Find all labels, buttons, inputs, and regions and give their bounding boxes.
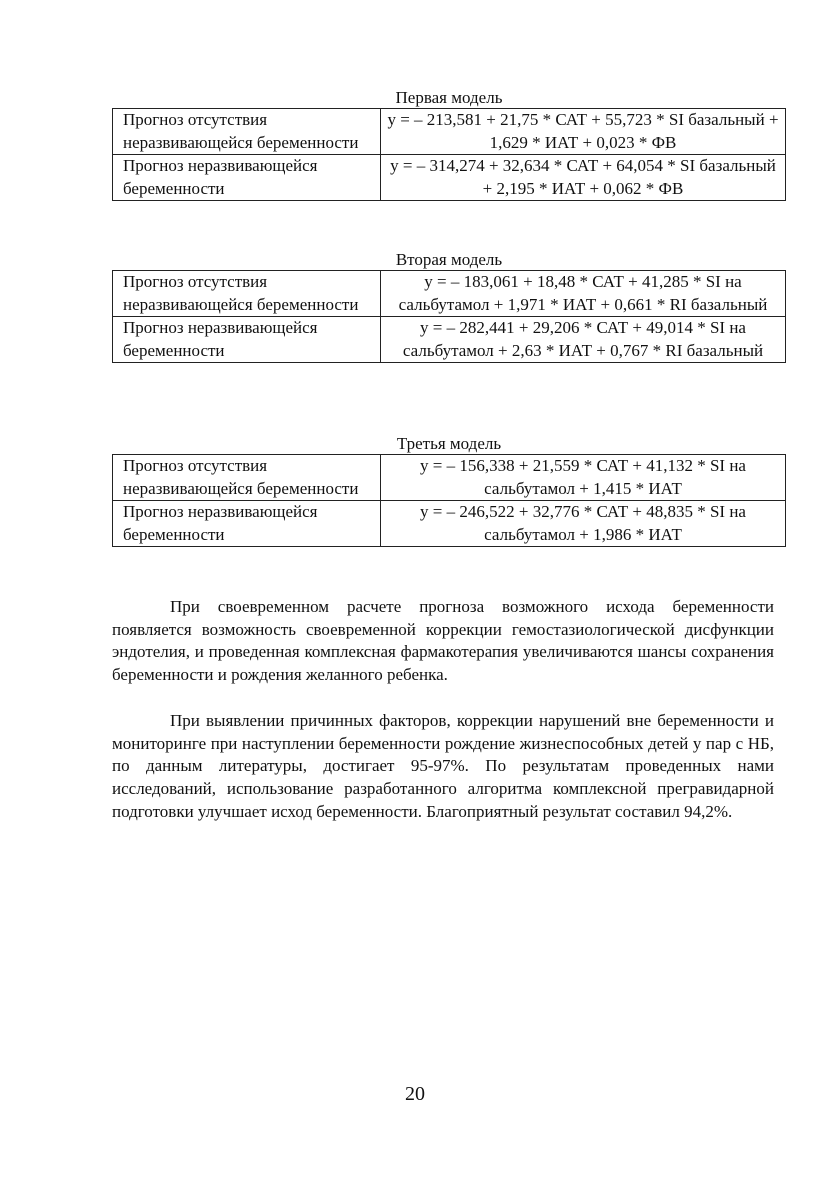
row-label: Прогноз неразвивающейся беременности [113, 155, 381, 201]
table-row [113, 501, 786, 547]
row-label: Прогноз отсутствия неразвивающейся беременности [113, 271, 381, 317]
model-1-table [112, 108, 786, 201]
row-equation: y = – 213,581 + 21,75 * САТ + 55,723 * SI базальный + 1,629 * ИАТ + 0,023 * ФВ [381, 109, 786, 155]
model-2-caption: Вторая модель [395, 250, 503, 269]
model-2-table [112, 270, 786, 363]
row-equation: y = – 156,338 + 21,559 * САТ + 41,132 * SI на сальбутамол + 1,415 * ИАТ [381, 455, 786, 501]
table-row [113, 109, 786, 155]
row-label: Прогноз отсутствия неразвивающейся беременности [113, 455, 381, 501]
row-label: Прогноз неразвивающейся беременности [113, 501, 381, 547]
row-label: Прогноз отсутствия неразвивающейся беременности [113, 109, 381, 155]
table-row [113, 271, 786, 317]
model-3-table [112, 454, 786, 547]
table-row [113, 317, 786, 363]
row-label: Прогноз неразвивающейся беременности [113, 317, 381, 363]
body-paragraph-1: При своевременном расчете прогноза возможного исхода беременности появляется возможность своевременной коррекции гемостазиологической дисфункции эндотелия, и проведенная комплексная фармакотерапия увеличиваются шансы сохранения беременности и рождения желанного ребенка. [112, 597, 774, 685]
row-equation: y = – 246,522 + 32,776 * САТ + 48,835 * SI на сальбутамол + 1,986 * ИАТ [381, 501, 786, 547]
model-1-caption: Первая модель [395, 88, 503, 107]
row-equation: y = – 314,274 + 32,634 * САТ + 64,054 * SI базальный + 2,195 * ИАТ + 0,062 * ФВ [381, 155, 786, 201]
row-equation: y = – 183,061 + 18,48 * САТ + 41,285 * SI на сальбутамол + 1,971 * ИАТ + 0,661 * RI базальный [381, 271, 786, 317]
row-equation: y = – 282,441 + 29,206 * САТ + 49,014 * SI на сальбутамол + 2,63 * ИАТ + 0,767 * RI базальный [381, 317, 786, 363]
body-paragraph-2: При выявлении причинных факторов, коррекции нарушений вне беременности и мониторинге при наступлении беременности рождение жизнеспособных детей у пар с НБ, по данным литературы, достигает 95-97%. По результатам проведенных нами исследований, использование разработанного алгоритма комплексной прегравидарной подготовки улучшает исход беременности. Благоприятный результат составил 94,2%. [112, 711, 774, 821]
table-row [113, 455, 786, 501]
table-row [113, 155, 786, 201]
page-number: 20 [405, 1083, 425, 1105]
model-3-caption: Третья модель [396, 434, 502, 453]
